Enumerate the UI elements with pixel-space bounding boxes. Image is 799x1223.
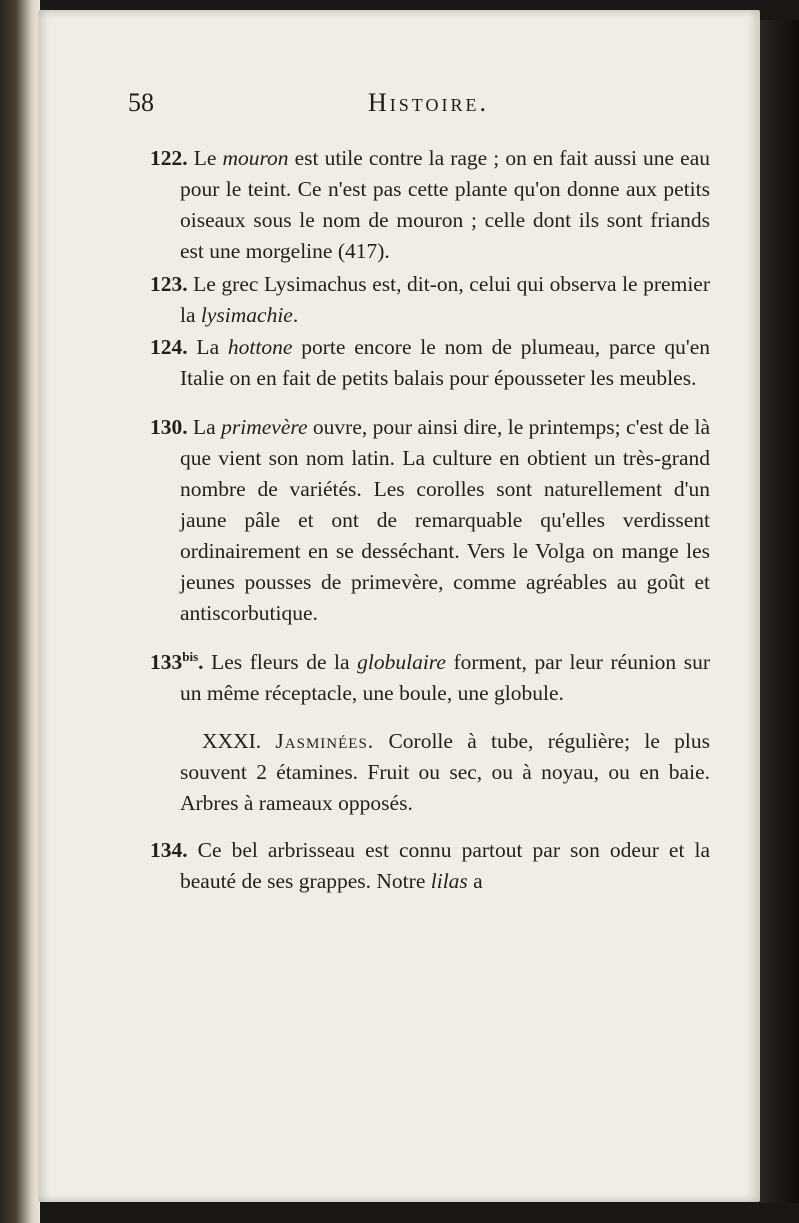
paragraph-124 [150, 332, 710, 394]
book-edge [760, 20, 799, 1203]
section-jasminees [150, 726, 710, 819]
paragraph-text: Le grec Lysimachus est, dit-on, celui qui observa le premier la [180, 271, 710, 327]
section-name: Jasminées. [275, 729, 375, 754]
paragraph-134 [150, 835, 710, 897]
italic-term: hottone [227, 335, 293, 360]
paragraph-text: . [292, 302, 299, 327]
paragraph-text: ouvre, pour ainsi dire, le printemps; c'est de là que vient son nom latin. La culture en obtient un très-grand nombre de variétés. Les corolles sont naturellement d'un jaune pâle et ont de remarquable qu'elles verdissent ordinairement en se desséchant. Vers le Volga on mange les jeunes pousses de primevère, comme agréables au goût et antiscorbutique. [180, 415, 710, 625]
paragraph-text: a [467, 869, 483, 894]
paragraph-text: La [187, 415, 222, 440]
running-title: Histoire. [368, 88, 489, 117]
italic-term: lysimachie [200, 302, 293, 327]
section-numeral: XXXI. [202, 729, 262, 754]
section-text: Corolle à tube, régulière; le plus souvent 2 étamines. Fruit ou sec, ou à noyau, ou en baie. Arbres à rameaux opposés. [180, 729, 710, 816]
paragraph-text: porte encore le nom de plumeau, parce qu'en Italie on en fait de petits balais pour épousseter les meubles. [180, 335, 710, 391]
paragraph-text: Les fleurs de la [203, 649, 358, 674]
paragraph-number-end: . [198, 649, 204, 674]
paragraph-123 [150, 269, 710, 331]
paragraph-number-suffix: bis [182, 648, 199, 664]
book-spine [0, 0, 40, 1223]
paragraph-text: Le [187, 146, 223, 170]
paragraph-133bis [150, 647, 710, 709]
paragraph-text: La [187, 335, 228, 360]
paragraph-number: 122. [150, 146, 188, 170]
paragraph-number: 130. [150, 415, 188, 440]
paragraph-number: 124. [150, 335, 188, 360]
paragraph-130 [150, 412, 710, 628]
paragraph-number: 133 [150, 649, 183, 674]
italic-term: mouron [222, 146, 289, 170]
paragraph-text: est utile contre la rage ; on en fait aussi une eau pour le teint. Ce n'est pas cette plante qu'on donne aux petits oiseaux sous le nom de mouron ; celle dont ils sont friands est une morgeline (417). [180, 146, 710, 263]
italic-term: lilas [430, 869, 468, 894]
paragraph-text: Ce bel arbrisseau est connu partout par son odeur et la beauté de ses grappes. Notre [180, 838, 710, 894]
paragraph-122 [150, 143, 710, 267]
italic-term: globulaire [357, 649, 446, 674]
page-body [150, 143, 710, 899]
page-number: 58 [128, 88, 154, 117]
paragraph-number: 123. [150, 271, 188, 296]
italic-term: primevère [221, 415, 308, 440]
paragraph-number: 134. [150, 838, 188, 863]
paragraph-text: forment, par leur réunion sur un même réceptacle, une boule, une globule. [180, 649, 710, 705]
page-header [128, 88, 739, 128]
